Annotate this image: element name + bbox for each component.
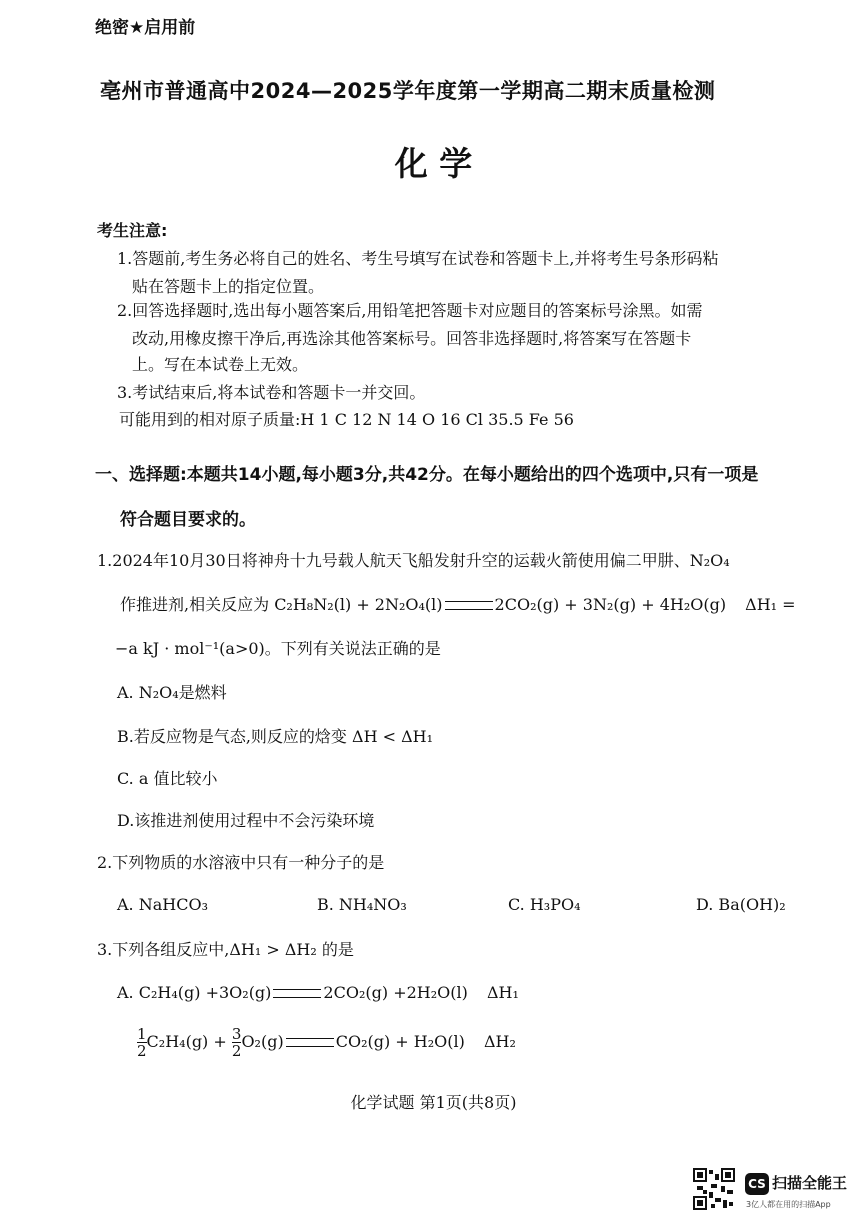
fraction-three-halves: $\frac{3}{2}$ xyxy=(231,1025,242,1060)
question-2-stem: 2.下列物质的水溶液中只有一种分子的是 xyxy=(97,853,385,872)
fraction-one-half: $\frac{1}{2}$ xyxy=(137,1025,147,1060)
equilibrium-arrow xyxy=(445,601,493,610)
scanner-tagline: 3亿人都在用的扫描App xyxy=(746,1200,831,1209)
question-2-option-d: D. Ba(OH)₂ xyxy=(696,895,786,914)
notice-line: 1.答题前,考生务必将自己的姓名、考生号填写在试卷和答题卡上,并将考生号条形码粘 xyxy=(117,249,719,268)
question-1-option-a: A. N₂O₄是燃料 xyxy=(117,683,227,702)
question-3-option-a-line2 xyxy=(137,1026,516,1059)
notice-line: 贴在答题卡上的指定位置。 xyxy=(132,277,325,296)
reaction-prefix: 作推进剂,相关反应为 xyxy=(120,595,270,614)
scanner-logo-icon: CS xyxy=(745,1173,769,1195)
notice-line: 2.回答选择题时,选出每小题答案后,用铅笔把答题卡对应题目的答案标号涂黑。如需 xyxy=(117,301,703,320)
enthalpy-label: ΔH₁ xyxy=(486,983,519,1002)
notice-line: 上。写在本试卷上无效。 xyxy=(132,355,309,374)
section-heading-cont: 符合题目要求的。 xyxy=(120,510,256,530)
equilibrium-arrow xyxy=(286,1038,334,1047)
notice-heading: 考生注意: xyxy=(97,221,168,240)
question-3-stem: 3.下列各组反应中,ΔH₁ > ΔH₂ 的是 xyxy=(97,940,354,959)
question-2-option-a: A. NaHCO₃ xyxy=(117,895,208,914)
page-footer: 化学试题 第1页(共8页) xyxy=(350,1093,517,1112)
reaction-products: 2CO₂(g) + 3N₂(g) + 4H₂O(g) xyxy=(494,595,727,614)
exam-title: 亳州市普通高中2024—2025学年度第一学期高二期末质量检测 xyxy=(100,79,716,103)
reaction-products: 2CO₂(g) +2H₂O(l) xyxy=(323,983,468,1002)
subject-title: 化 学 xyxy=(394,144,473,183)
question-1-option-d: D.该推进剂使用过程中不会污染环境 xyxy=(117,811,375,830)
reaction-reactant-part: O₂(g) xyxy=(241,1032,284,1051)
section-heading: 一、选择题:本题共14小题,每小题3分,共42分。在每小题给出的四个选项中,只有一项是 xyxy=(95,465,759,485)
question-1-stem-end: −a kJ · mol⁻¹(a>0)。下列有关说法正确的是 xyxy=(115,639,441,658)
qr-code-icon xyxy=(693,1168,735,1210)
question-2-option-b: B. NH₄NO₃ xyxy=(317,895,407,914)
notice-line: 3.考试结束后,将本试卷和答题卡一并交回。 xyxy=(117,383,426,402)
question-2-option-c: C. H₃PO₄ xyxy=(508,895,581,914)
confidential-label: 绝密★启用前 xyxy=(95,18,196,38)
enthalpy-label: ΔH₂ xyxy=(483,1032,516,1051)
reaction-reactant-part: C₂H₄(g) + xyxy=(146,1032,227,1051)
option-label: A. xyxy=(117,983,134,1002)
reaction-products: CO₂(g) + H₂O(l) xyxy=(335,1032,465,1051)
question-3-option-a-line1 xyxy=(117,983,519,1002)
reaction-reactants: C₂H₈N₂(l) + 2N₂O₄(l) xyxy=(274,595,443,614)
atomic-mass-line: 可能用到的相对原子质量:H 1 C 12 N 14 O 16 Cl 35.5 Fe 56 xyxy=(119,410,574,429)
question-1-reaction xyxy=(120,592,796,615)
question-1-option-b: B.若反应物是气态,则反应的焓变 ΔH < ΔH₁ xyxy=(117,727,434,746)
enthalpy-label: ΔH₁ = xyxy=(745,595,796,614)
notice-line: 改动,用橡皮擦干净后,再选涂其他答案标号。回答非选择题时,将答案写在答题卡 xyxy=(132,329,692,348)
question-1-option-c: C. a 值比较小 xyxy=(117,769,218,788)
question-1-stem: 1.2024年10月30日将神舟十九号载人航天飞船发射升空的运载火箭使用偏二甲肼、N₂O₄ xyxy=(97,551,730,570)
reaction-reactants: C₂H₄(g) +3O₂(g) xyxy=(138,983,272,1002)
scanner-app-name: 扫描全能王 xyxy=(772,1174,848,1192)
equilibrium-arrow xyxy=(273,989,321,998)
